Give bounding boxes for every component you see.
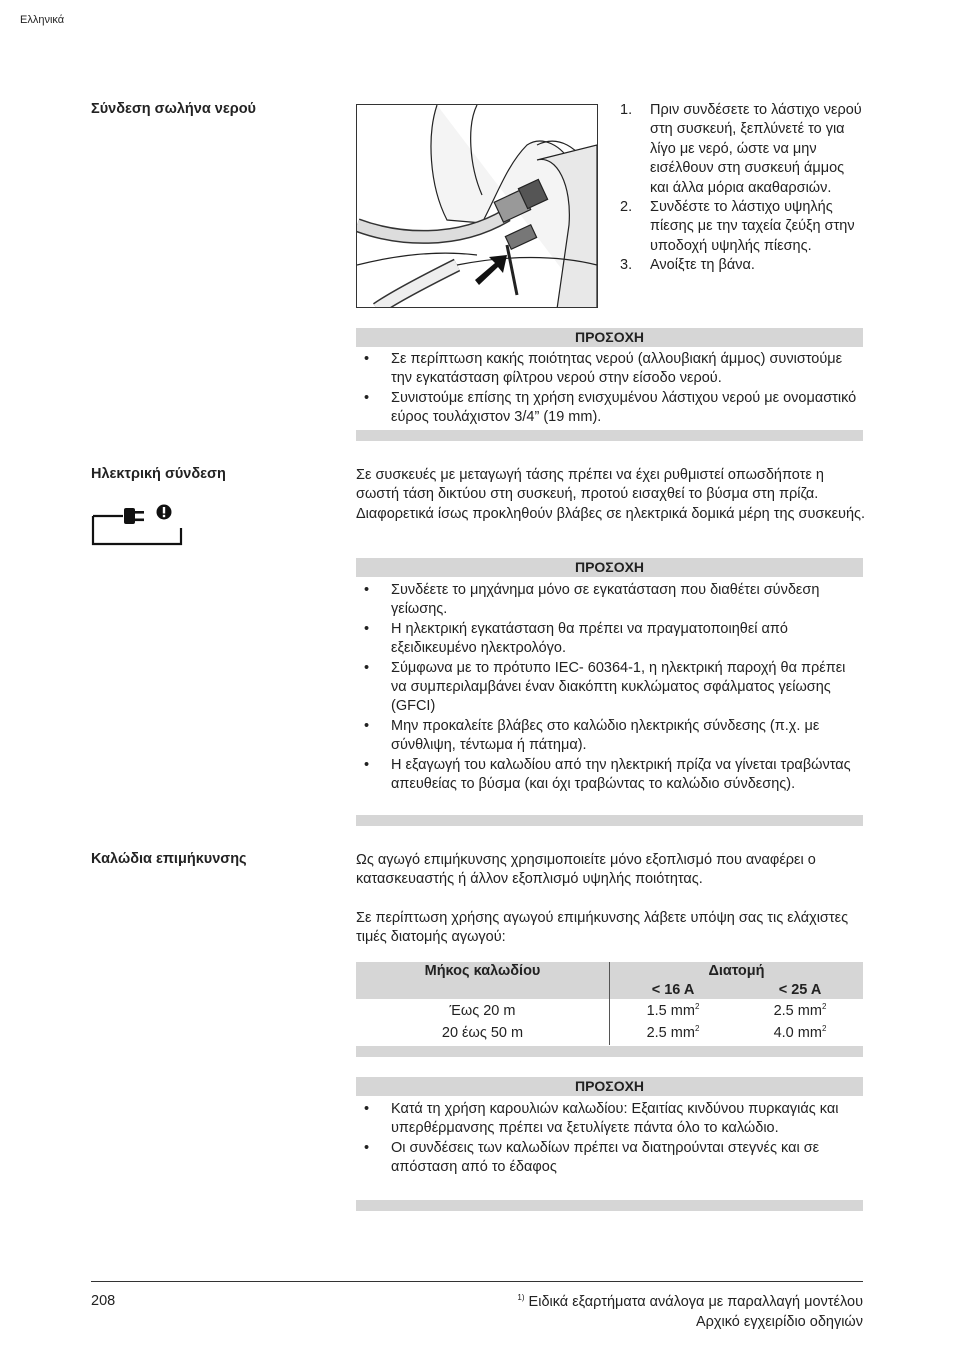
caution-item: • Σε περίπτωση κακής ποιότητας νερού (αλλουβιακή άμμος) συνιστούμε την εγκατάσταση φίλτρου νερού στην είσοδο νερού. — [356, 350, 863, 389]
cell-value: 1.5 mm — [646, 1003, 695, 1019]
table-cell-16a — [610, 1025, 736, 1041]
step-number: 3. — [620, 257, 633, 274]
caution-item: • Η ηλεκτρική εγκατάσταση θα πρέπει να πραγματοποιηθεί από εξειδικευμένο ηλεκτρολόγο. — [356, 620, 863, 659]
caution-heading: ΠΡΟΣΟΧΗ — [356, 328, 863, 347]
col-header-16a: < 16 A — [651, 982, 695, 998]
hose-connection-illustration — [357, 105, 598, 308]
table-cell-16a — [610, 1003, 736, 1019]
cell-value: 4.0 mm — [773, 1025, 822, 1041]
cell-sup: 2 — [694, 1024, 700, 1034]
caution-item: • Κατά τη χρήση καρουλιών καλωδίου: Εξαιτίας κινδύνου πυρκαγιάς και υπερθέρμανσης πρέπει να ξετυλίγετε πάντα όλο το καλώδιο. — [356, 1100, 863, 1139]
caution-list-electrical — [356, 581, 863, 794]
table-cell-25a — [737, 1025, 863, 1041]
cell-sup: 2 — [821, 1024, 827, 1034]
footnote-text: Ειδικά εξαρτήματα ανάλογα με παραλλαγή μοντέλου — [528, 1294, 863, 1310]
step-number: 1. — [620, 102, 633, 118]
cell-sup: 2 — [694, 1002, 700, 1012]
caution-item: • Συνδέετε το μηχάνημα μόνο σε εγκατάσταση που διαθέτει σύνδεση γείωσης. — [356, 581, 863, 620]
cable-section-table — [356, 962, 863, 1057]
step-text: Ανοίξτε τη βάνα. — [650, 257, 755, 274]
footnote-mark: 1) — [517, 1293, 525, 1303]
cell-value: 2.5 mm — [646, 1025, 695, 1041]
plug-info-icon — [91, 502, 183, 546]
step-item — [620, 101, 865, 198]
step-number: 2. — [620, 199, 633, 216]
caution-item: • Μην προκαλείτε βλάβες στο καλώδιο ηλεκτρικής σύνδεσης (π.χ. με σύνθλιψη, τέντωμα ή πάτημα). — [356, 717, 863, 756]
step-text: Πριν συνδέσετε το λάστιχο νερού στη συσκευή, ξεπλύνετέ το για λίγο με νερό, ώστε να μην εισέλθουν στη συσκευή άμμος και άλλα μόρια ακαθαρσιών. — [650, 102, 862, 196]
step-text: Συνδέστε το λάστιχο υψηλής πίεσης με την ταχεία ζεύξη στην υποδοχή υψηλής πίεσης. — [650, 199, 855, 254]
caution-heading: ΠΡΟΣΟΧΗ — [356, 558, 863, 577]
caution-footer-bar — [356, 1200, 863, 1211]
col-header-section: Διατομή — [708, 963, 765, 979]
manual-title: Αρχικό εγχειρίδιο οδηγιών — [695, 1314, 863, 1330]
extension-paragraph-1: Ως αγωγό επιμήκυνσης χρησιμοποιείτε μόνο εξοπλισμό που αναφέρει ο κατασκευαστής ή άλλον εξοπλισμό υψηλής ποιότητας. — [356, 852, 816, 888]
section-title-extension: Καλώδια επιμήκυνσης — [91, 851, 247, 867]
caution-item: • Οι συνδέσεις των καλωδίων πρέπει να διατηρούνται στεγνές και σε απόσταση από το έδαφος — [356, 1139, 863, 1178]
col-header-25a: < 25 A — [778, 982, 822, 998]
step-item — [620, 256, 865, 275]
caution-item: • Σύμφωνα με το πρότυπο IEC- 60364-1, η ηλεκτρική παροχή θα πρέπει να συμπεριλαμβάνει έναν διακόπτη κυκλώματος σφάλματος γείωσης (GFCI) — [356, 659, 863, 717]
step-item — [620, 198, 865, 256]
extension-paragraph-2: Σε περίπτωση χρήσης αγωγού επιμήκυνσης λάβετε υπόψη σας τις ελάχιστες τιμές διατομής αγωγού: — [356, 910, 849, 946]
section-title-water-hose: Σύνδεση σωλήνα νερού — [91, 101, 256, 117]
cell-sup: 2 — [821, 1002, 827, 1012]
page-number: 208 — [91, 1293, 116, 1309]
caution-footer-bar — [356, 815, 863, 826]
caution-list-water — [356, 350, 863, 428]
caution-list-extension — [356, 1100, 863, 1178]
section-title-electrical: Ηλεκτρική σύνδεση — [91, 466, 226, 482]
footnote-line — [517, 1292, 863, 1312]
table-cell-length: Έως 20 m — [449, 1003, 516, 1019]
col-header-length: Μήκος καλωδίου — [424, 963, 541, 979]
footer-divider — [91, 1281, 863, 1282]
caution-heading: ΠΡΟΣΟΧΗ — [356, 1077, 863, 1096]
water-hose-steps — [620, 101, 865, 276]
footer-notes — [517, 1292, 863, 1332]
caution-footer-bar — [356, 430, 863, 441]
table-cell-25a — [737, 1003, 863, 1019]
caution-item: • Συνιστούμε επίσης τη χρήση ενισχυμένου λάστιχου νερού με ονομαστικό εύρος τουλάχιστον 3/4” (19 mm). — [356, 389, 863, 428]
electrical-paragraph: Σε συσκευές με μεταγωγή τάσης πρέπει να έχει ρυθμιστεί οπωσδήποτε η σωστή τάση δικτύου στη συσκευή, προτού εισαχθεί το βύσμα στη πρίζα. Διαφορετικά ίσως προκληθούν βλάβες σε ηλεκτρικά δομικά μέρη της συσκευής. — [356, 467, 866, 522]
water-hose-figure — [356, 104, 598, 308]
header-language: Ελληνικά — [20, 14, 65, 26]
caution-item: • Η εξαγωγή του καλωδίου από την ηλεκτρική πρίζα να γίνεται τραβώντας απευθείας το βύσμα (και όχι τραβώντας το καλώδιο σύνδεσης). — [356, 756, 863, 795]
table-cell-length: 20 έως 50 m — [441, 1025, 524, 1041]
cell-value: 2.5 mm — [773, 1003, 822, 1019]
table-footer-bar — [356, 1046, 863, 1057]
